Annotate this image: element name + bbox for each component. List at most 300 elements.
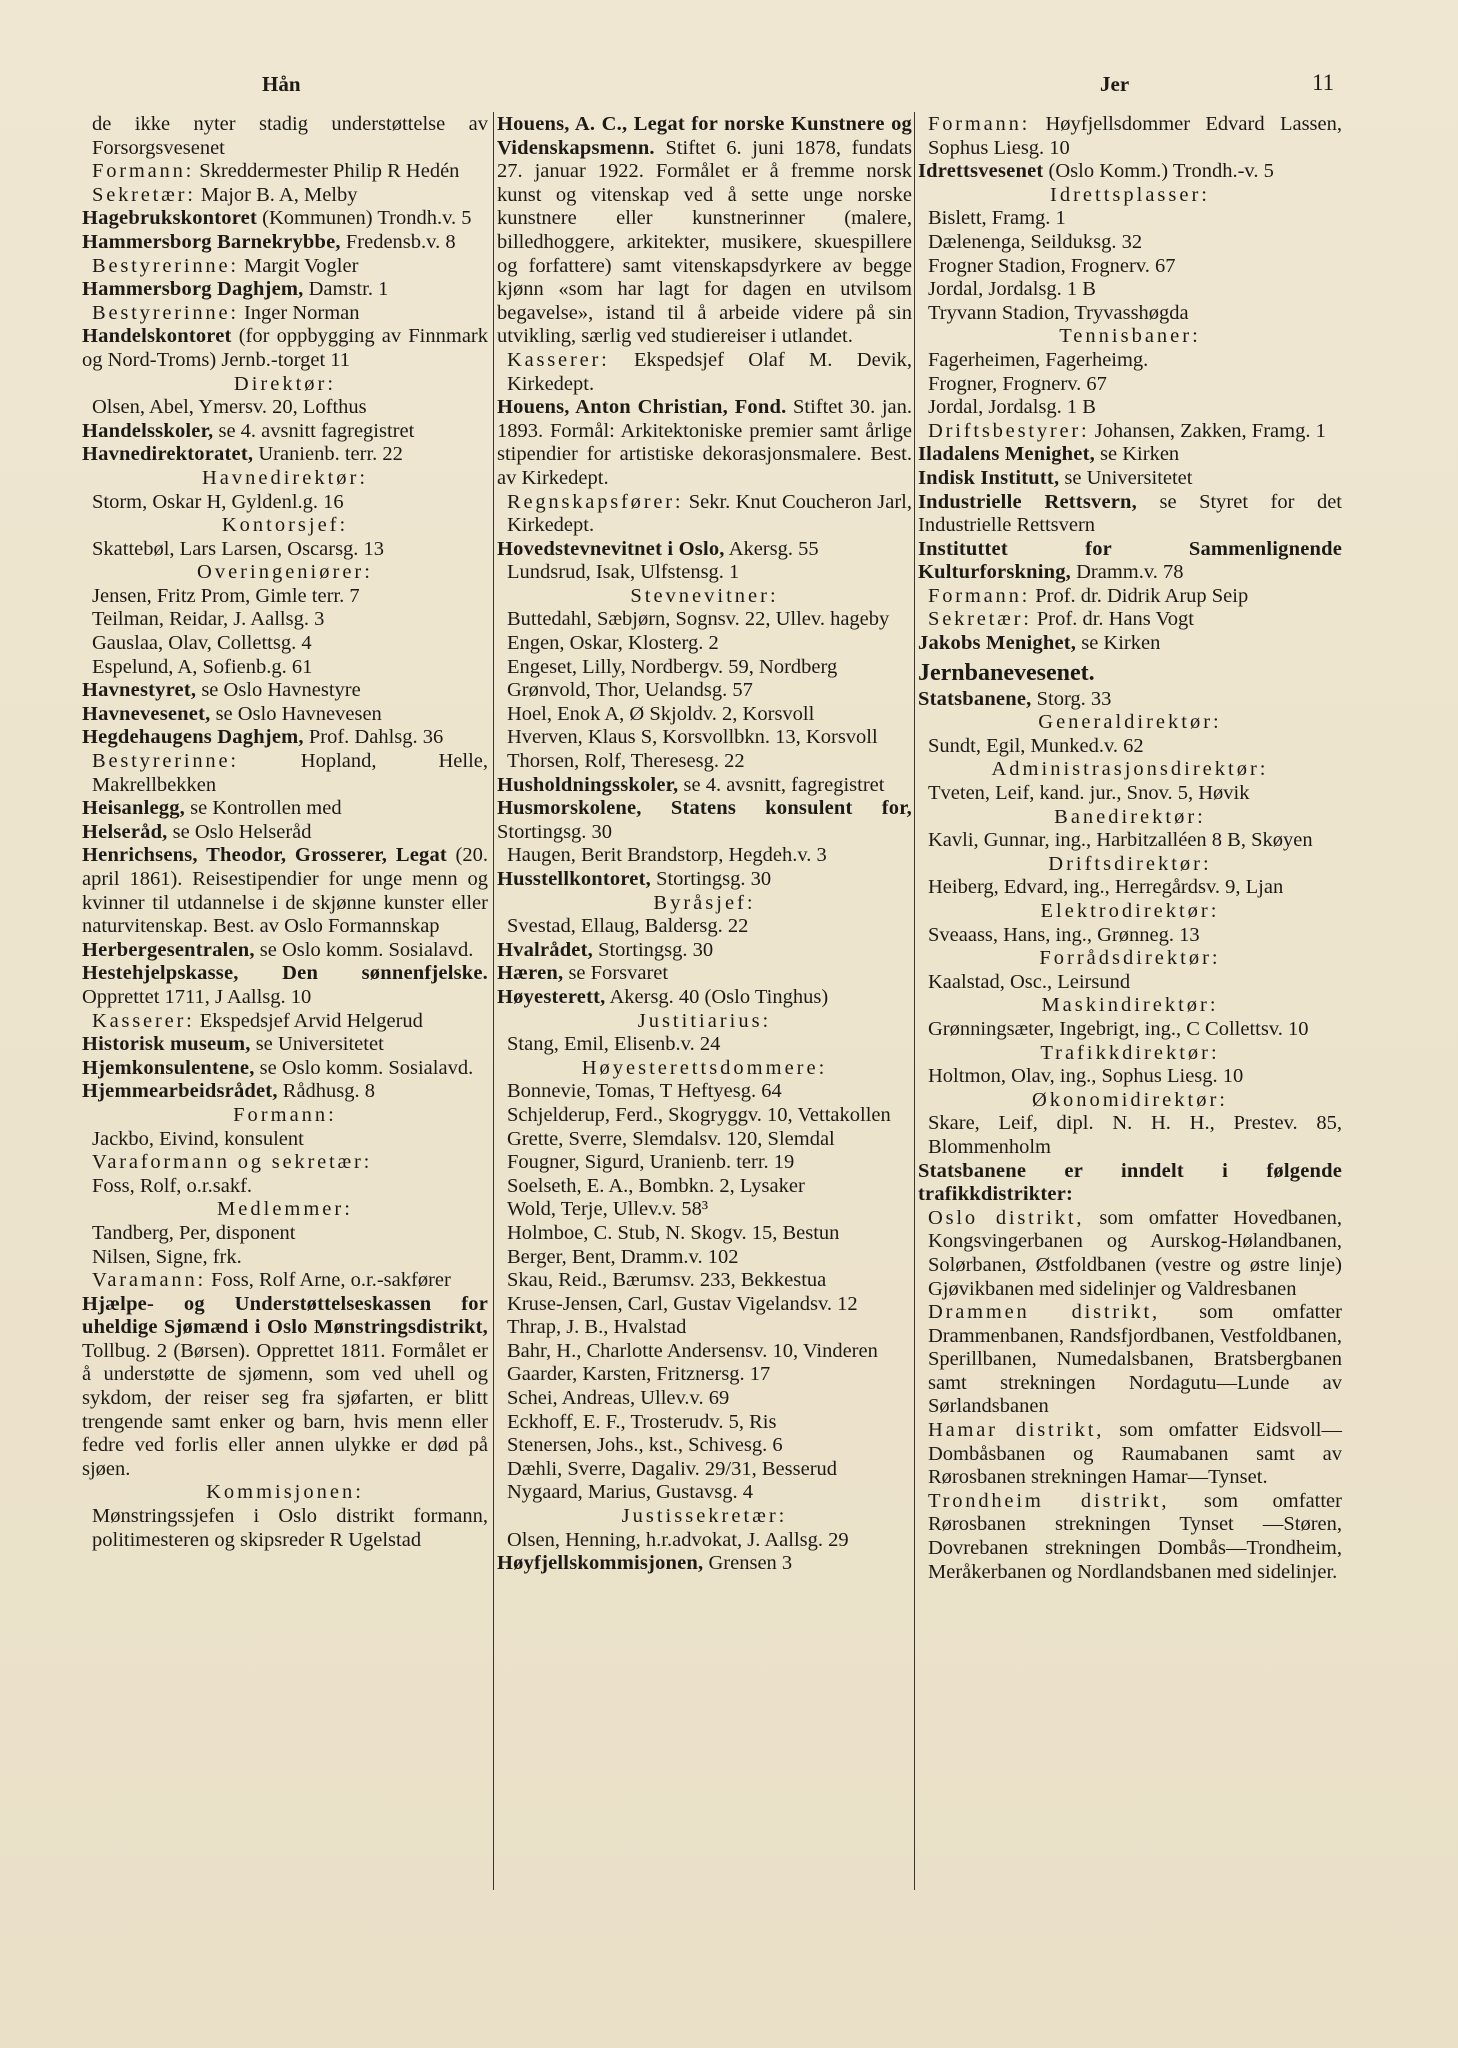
entry-line xyxy=(497,915,912,939)
entry-text: Grensen 3 xyxy=(703,1552,793,1575)
entry-text: Fagerheimen, Fagerheimg. xyxy=(928,348,1149,371)
entry-text: Schjelderup, Ferd., Skogryggv. 10, Vettakollen xyxy=(507,1103,891,1126)
entry-text: Prof. dr. Hans Vogt xyxy=(1031,608,1194,631)
entry-line xyxy=(82,1175,488,1199)
entry-line xyxy=(497,1246,912,1270)
entry-text: som omfatter Drammenbanen, Randsfjordbanen, Vestfoldbanen, Sperillbanen, Numedalsbanen, Bratsbergbanen samt strekningen Nordagutu—Lunde av Sørlandsbanen xyxy=(928,1301,1342,1418)
entry-line xyxy=(497,1387,912,1411)
entry-heading: Hestehjelpskasse, Den sønnenfjelske. xyxy=(82,962,488,985)
entry-text: Stortingsg. 30 xyxy=(497,820,613,843)
entry-line xyxy=(82,750,488,797)
entry-text: som omfatter Hovedbanen, Kongsvingerbanen og Aurskog-Hølandbanen, Solørbanen, Østfoldbanen (vestre og østre linje) Gjøvikbanen med sidelinjer og Valdresbanen xyxy=(928,1206,1343,1300)
entry-text: Wold, Terje, Ullev.v. 58³ xyxy=(507,1198,708,1221)
directory-entry xyxy=(82,1057,488,1081)
entry-line xyxy=(497,1434,912,1458)
entry-line xyxy=(918,373,1342,397)
entry-text: se Oslo komm. Sosialavd. xyxy=(254,1056,474,1079)
entry-heading: Hæren, xyxy=(497,962,564,985)
subheading: Forrådsdirektør: xyxy=(1039,947,1221,970)
entry-line xyxy=(497,750,912,774)
entry-heading: Houens, A. C., Legat for norske Kunstnere og Videnskapsmenn. xyxy=(497,113,912,159)
entry-line xyxy=(918,735,1342,759)
entry-line xyxy=(497,349,912,396)
entry-text: Bonnevie, Tomas, T Heftyesg. 64 xyxy=(507,1080,782,1103)
entry-text: Buttedahl, Sæbjørn, Sognsv. 22, Ullev. hageby xyxy=(507,608,890,631)
entry-line xyxy=(918,782,1342,806)
entry-line xyxy=(497,726,912,750)
entry-text: se 4. avsnitt, fagregistret xyxy=(678,773,885,796)
entry-heading: Havnestyret, xyxy=(82,679,197,702)
directory-entry xyxy=(82,726,488,750)
entry-heading: Historisk museum, xyxy=(82,1033,251,1056)
subheading: Havnedirektør: xyxy=(201,466,369,489)
entry-text: Rådhusg. 8 xyxy=(277,1080,376,1103)
entry-text: Margit Vogler xyxy=(238,254,359,277)
entry-text: Grønvold, Thor, Uelandsg. 57 xyxy=(507,679,753,702)
role-label: Trondheim distrikt, xyxy=(928,1489,1170,1512)
entry-heading: Hegdehaugens Daghjem, xyxy=(82,726,304,749)
directory-entry xyxy=(82,679,488,703)
entry-line xyxy=(82,160,488,184)
entry-line xyxy=(497,561,912,585)
entry-text: Grette, Sverre, Slemdalsv. 120, Slemdal xyxy=(507,1127,835,1150)
entry-line xyxy=(497,1198,912,1222)
entry-text: Soelseth, E. A., Bombkn. 2, Lysaker xyxy=(507,1174,805,1197)
entry-line xyxy=(497,1151,912,1175)
entry-text: Skreddermester Philip R Hedén xyxy=(194,160,460,183)
entry-heading: Iladalens Menighet, xyxy=(918,443,1095,466)
entry-text: Tandberg, Per, disponent xyxy=(92,1221,296,1244)
directory-entry xyxy=(82,797,488,821)
entry-line xyxy=(82,302,488,326)
entry-text: Storg. 33 xyxy=(1031,687,1112,710)
entry-text: Akersg. 40 (Oslo Tinghus) xyxy=(605,985,829,1008)
subheading: Trafikkdirektør: xyxy=(1040,1041,1220,1064)
entry-line xyxy=(918,829,1342,853)
subheading: Administrasjonsdirektør: xyxy=(991,758,1269,781)
entry-line xyxy=(918,278,1342,302)
entry-heading: Handelskontoret xyxy=(82,325,232,348)
entry-line xyxy=(82,255,488,279)
directory-entry xyxy=(918,443,1342,467)
entry-heading: Statsbanene, xyxy=(918,687,1032,710)
entry-line xyxy=(497,491,912,538)
entry-line xyxy=(497,1269,912,1293)
entry-text: Jensen, Fritz Prom, Gimle terr. 7 xyxy=(92,584,360,607)
entry-text: Tveten, Leif, kand. jur., Snov. 5, Høvik xyxy=(928,782,1250,805)
entry-text: Ekspedsjef Arvid Helgerud xyxy=(194,1009,423,1032)
column-divider xyxy=(914,112,915,1890)
entry-heading: Hjælpe- og Understøttelseskassen for uheldige Sjømænd i Oslo Mønstringsdistrikt, xyxy=(82,1292,488,1339)
entry-text: Høyfjellsdommer Edvard Lassen, Sophus Liesg. 10 xyxy=(928,113,1342,159)
directory-entry xyxy=(497,1552,912,1576)
entry-text: Mønstringssjefen i Oslo distrikt formann, politimesteren og skipsreder R Ugelstad xyxy=(92,1505,488,1551)
entry-text: Skattebøl, Lars Larsen, Oscarsg. 13 xyxy=(92,537,385,560)
entry-text: Opprettet 1711, J Aallsg. 10 xyxy=(82,985,312,1008)
entry-line xyxy=(82,491,488,515)
entry-text: se 4. avsnitt fagregistret xyxy=(213,419,415,442)
entry-text: Jordal, Jordalsg. 1 B xyxy=(928,278,1096,301)
entry-line xyxy=(497,844,912,868)
entry-heading: Heisanlegg, xyxy=(82,797,185,820)
subheading: Medlemmer: xyxy=(217,1198,353,1221)
directory-entry xyxy=(497,986,912,1010)
entry-text: Johansen, Zakken, Framg. 1 xyxy=(1089,419,1326,442)
subheading: Økonomidirektør: xyxy=(1031,1088,1229,1111)
entry-text: Schei, Andreas, Ullev.v. 69 xyxy=(507,1387,730,1410)
entry-line xyxy=(497,1411,912,1435)
entry-text: (Kommunen) Trondh.v. 5 xyxy=(257,207,472,230)
directory-entry xyxy=(497,113,912,349)
running-head xyxy=(0,66,1458,100)
entry-text: Prof. dr. Didrik Arup Seip xyxy=(1030,584,1249,607)
subheading: Justitiarius: xyxy=(637,1009,772,1032)
header-left-guideword: Hån xyxy=(262,72,301,96)
entry-text: Jackbo, Eivind, konsulent xyxy=(92,1127,304,1150)
entry-line xyxy=(82,1222,488,1246)
entry-heading: Havnedirektoratet, xyxy=(82,443,254,466)
entry-heading: Helseråd, xyxy=(82,820,168,843)
header-right-guideword: Jer xyxy=(1100,72,1130,96)
directory-entry xyxy=(497,939,912,963)
entry-line xyxy=(918,1207,1342,1301)
entry-line xyxy=(82,1010,488,1034)
entry-text: se Universitetet xyxy=(1059,466,1193,489)
entry-line xyxy=(918,420,1342,444)
directory-entry xyxy=(82,1033,488,1057)
entry-heading: Hammersborg Barnekrybbe, xyxy=(82,230,341,253)
entry-text: Olsen, Henning, h.r.advokat, J. Aallsg. 29 xyxy=(507,1528,849,1551)
entry-text: Sekr. Knut Coucheron Jarl, Kirkedept. xyxy=(507,490,912,537)
subheading: Formann: xyxy=(233,1103,337,1126)
entry-text: se Kirken xyxy=(1094,443,1180,466)
entry-text: Nygaard, Marius, Gustavsg. 4 xyxy=(507,1481,753,1504)
entry-text: Thorsen, Rolf, Theresesg. 22 xyxy=(507,750,745,773)
entry-heading: Henrichsens, Theodor, Grosserer, Legat xyxy=(82,844,447,867)
entry-line xyxy=(82,1128,488,1152)
entry-line xyxy=(497,1080,912,1104)
directory-entry xyxy=(82,443,488,467)
entry-text: Engeset, Lilly, Nordbergv. 59, Nordberg xyxy=(507,655,838,678)
entry-text: (Oslo Komm.) Trondh.-v. 5 xyxy=(1043,160,1274,183)
role-label: Sekretær: xyxy=(92,183,196,206)
entry-text: Kavli, Gunnar, ing., Harbitzalléen 8 B, Skøyen xyxy=(928,829,1313,852)
entry-line xyxy=(82,585,488,609)
subheading: Stevnevitner: xyxy=(630,584,779,607)
entry-line xyxy=(82,538,488,562)
entry-line xyxy=(82,113,488,160)
subheading: Kommisjonen: xyxy=(206,1481,364,1504)
directory-entry xyxy=(82,962,488,1009)
directory-entry xyxy=(82,844,488,938)
entry-text: Olsen, Abel, Ymersv. 20, Lofthus xyxy=(92,396,367,419)
entry-text: Tollbug. 2 (Børsen). Opprettet 1811. Formålet er å understøtte de sjømenn, som ved uhell og sykdom, der reiser seg fra sjøfarten, er blitt trengende samt enker og barn, hvis menn eller fedre ved forlis eller annen ulykke er død på sjøen. xyxy=(82,1339,488,1480)
entry-text: se Oslo komm. Sosialavd. xyxy=(254,938,474,961)
entry-heading: Havnevesenet, xyxy=(82,702,211,725)
entry-line xyxy=(497,1340,912,1364)
directory-entry xyxy=(918,1160,1342,1207)
entry-text: Jordal, Jordalsg. 1 B xyxy=(928,396,1096,419)
entry-line xyxy=(918,349,1342,373)
entry-heading: Hagebrukskontoret xyxy=(82,207,258,230)
entry-text: se Forsvaret xyxy=(563,962,669,985)
subheading: Maskindirektør: xyxy=(1041,994,1219,1017)
subheading: Overingeniører: xyxy=(197,561,373,584)
entry-line xyxy=(82,396,488,420)
entry-text: Sveaass, Hans, ing., Grønneg. 13 xyxy=(928,923,1200,946)
entry-line xyxy=(82,1151,488,1175)
entry-heading: Hjemmearbeidsrådet, xyxy=(82,1080,278,1103)
role-label: Bestyrerinne: xyxy=(92,254,239,277)
entry-line xyxy=(497,1529,912,1553)
entry-text: se Kirken xyxy=(1076,632,1161,655)
role-label: Regnskapsfører: xyxy=(507,490,684,513)
directory-entry xyxy=(918,688,1342,712)
column-divider xyxy=(493,112,494,1890)
column-right xyxy=(918,113,1342,1584)
entry-text: se Styret for det Industrielle Rettsvern xyxy=(918,490,1342,537)
entry-text: Hopland, Helle, Makrellbekken xyxy=(92,750,488,796)
subheading: Direktør: xyxy=(233,372,337,395)
role-label: Varaformann og sekretær: xyxy=(92,1151,373,1174)
directory-entry xyxy=(82,231,488,255)
entry-text: Engen, Oskar, Klosterg. 2 xyxy=(507,632,719,655)
entry-text: Major B. A, Melby xyxy=(195,183,358,206)
entry-text: Frogner, Frognerv. 67 xyxy=(928,372,1107,395)
entry-text: Tryvann Stadion, Tryvasshøgda xyxy=(928,301,1189,324)
subheading: Generaldirektør: xyxy=(1038,711,1222,734)
entry-heading: Industrielle Rettsvern, xyxy=(918,490,1137,513)
directory-entry xyxy=(497,797,912,844)
subheading: Høyesterettsdommere: xyxy=(581,1056,828,1079)
entry-line xyxy=(497,656,912,680)
entry-line xyxy=(497,1458,912,1482)
entry-line xyxy=(497,608,912,632)
entry-text: Foss, Rolf, o.r.sakf. xyxy=(92,1174,253,1197)
section-heading: Jernbanevesenet. xyxy=(918,659,1095,686)
entry-text: Hoel, Enok A, Ø Skjoldv. 2, Korsvoll xyxy=(507,702,815,725)
entry-heading: Hvalrådet, xyxy=(497,938,593,961)
entry-line xyxy=(918,924,1342,948)
entry-heading: Handelsskoler, xyxy=(82,419,214,442)
entry-text: Svestad, Ellaug, Baldersg. 22 xyxy=(507,915,749,938)
entry-line xyxy=(918,255,1342,279)
entry-text: Dæhli, Sverre, Dagaliv. 29/31, Besserud xyxy=(507,1457,838,1480)
entry-line xyxy=(82,608,488,632)
entry-line xyxy=(918,1065,1342,1089)
entry-text: Stenersen, Johs., kst., Schivesg. 6 xyxy=(507,1434,783,1457)
directory-entry xyxy=(82,821,488,845)
entry-text: Gaarder, Karsten, Fritznersg. 17 xyxy=(507,1363,771,1386)
subheading: Tennisbaner: xyxy=(1059,325,1201,348)
entry-line xyxy=(497,703,912,727)
subheading: Banedirektør: xyxy=(1054,805,1206,828)
entry-text: Haugen, Berit Brandstorp, Hegdeh.v. 3 xyxy=(507,844,827,867)
entry-line xyxy=(82,632,488,656)
entry-text: (for oppbygging av Finnmark og Nord-Troms) Jernb.-torget 11 xyxy=(82,325,488,371)
entry-text: Kruse-Jensen, Carl, Gustav Vigelandsv. 12 xyxy=(507,1292,858,1315)
entry-line xyxy=(82,656,488,680)
entry-line xyxy=(82,1269,488,1293)
entry-heading: Statsbanene er inndelt i følgende trafikkdistrikter: xyxy=(918,1159,1342,1206)
entry-line xyxy=(918,876,1342,900)
subheading: Driftsdirektør: xyxy=(1048,852,1212,875)
directory-entry xyxy=(82,1293,488,1482)
entry-text: Stortingsg. 30 xyxy=(650,868,772,890)
directory-entry xyxy=(497,868,912,892)
entry-heading: Instituttet for Sammenlignende Kulturforskning, xyxy=(918,537,1342,584)
column-middle xyxy=(497,113,912,1576)
directory-entry xyxy=(918,160,1342,184)
entry-line xyxy=(497,1316,912,1340)
entry-line xyxy=(918,207,1342,231)
directory-entry xyxy=(497,962,912,986)
directory-entry xyxy=(82,703,488,727)
entry-line xyxy=(918,1419,1342,1490)
role-label: Sekretær: xyxy=(928,608,1032,631)
entry-line xyxy=(497,1175,912,1199)
entry-heading: Houens, Anton Christian, Fond. xyxy=(497,396,787,419)
entry-line xyxy=(918,585,1342,609)
entry-text: Fougner, Sigurd, Uranienb. terr. 19 xyxy=(507,1151,795,1174)
entry-line xyxy=(918,1018,1342,1042)
entry-text: Heiberg, Edvard, ing., Herregårdsv. 9, Ljan xyxy=(928,876,1284,899)
directory-entry xyxy=(82,325,488,372)
entry-text: Stiftet 30. jan. 1893. Formål: Arkitektoniske premier samt årlige stipendier for artistiske dekorasjonsmalere. Best. av Kirkedept. xyxy=(497,396,913,489)
entry-text: Thrap, J. B., Hvalstad xyxy=(507,1316,687,1339)
role-label: Hamar distrikt, xyxy=(928,1419,1105,1442)
entry-heading: Høyesterett, xyxy=(497,985,606,1008)
entry-heading: Jakobs Menighet, xyxy=(918,632,1077,655)
entry-text: Ekspedsjef Olaf M. Devik, Kirkedept. xyxy=(507,348,912,395)
directory-entry xyxy=(82,939,488,963)
entry-text: Fredensb.v. 8 xyxy=(340,230,456,253)
entry-line xyxy=(497,1293,912,1317)
entry-heading: Hammersborg Daghjem, xyxy=(82,278,304,301)
entry-heading: Herbergesentralen, xyxy=(82,938,255,961)
entry-text: se Kontrollen med xyxy=(185,797,342,820)
entry-line xyxy=(918,302,1342,326)
entry-text: Kaalstad, Osc., Leirsund xyxy=(928,970,1131,993)
entry-text: Foss, Rolf Arne, o.r.-sakfører xyxy=(206,1269,451,1292)
directory-entry xyxy=(82,278,488,302)
entry-text: Akersg. 55 xyxy=(724,537,819,560)
entry-text: Inger Norman xyxy=(238,301,360,324)
entry-text: Eckhoff, E. F., Trosterudv. 5, Ris xyxy=(507,1410,777,1433)
entry-text: som omfatter Eidsvoll—Dombåsbanen og Raumabanen samt av Rørosbanen strekningen Hamar—Tynset. xyxy=(928,1419,1342,1489)
entry-text: Lundsrud, Isak, Ulfstensg. 1 xyxy=(507,561,740,584)
entry-text: (20. april 1861). Reisestipendier for unge menn og kvinner til utdannelse i de skjønne kunster eller naturvitenskap. Best. av Oslo Formannskap xyxy=(82,844,489,938)
role-label: Bestyrerinne: xyxy=(92,750,239,773)
role-label: Bestyrerinne: xyxy=(92,301,239,324)
directory-entry xyxy=(497,396,912,490)
entry-line xyxy=(918,113,1342,160)
entry-line xyxy=(497,679,912,703)
entry-heading: Husholdningsskoler, xyxy=(497,773,679,796)
subheading: Byråsjef: xyxy=(653,891,756,914)
entry-text: Damstr. 1 xyxy=(303,278,389,301)
entry-heading: Hjemkonsulentene, xyxy=(82,1056,255,1079)
directory-entry xyxy=(918,491,1342,538)
entry-line xyxy=(497,1033,912,1057)
entry-text: Stang, Emil, Elisenb.v. 24 xyxy=(507,1033,721,1056)
entry-text: Gauslaa, Olav, Collettsg. 4 xyxy=(92,632,312,655)
role-label: Formann: xyxy=(928,113,1031,135)
entry-line xyxy=(918,1112,1342,1159)
entry-line xyxy=(497,632,912,656)
entry-text: Berger, Bent, Dramm.v. 102 xyxy=(507,1245,739,1268)
entry-text: Holtmon, Olav, ing., Sophus Liesg. 10 xyxy=(928,1065,1244,1088)
entry-text: Frogner Stadion, Frognerv. 67 xyxy=(928,254,1176,277)
page-number: 11 xyxy=(1312,70,1335,95)
entry-text: se Universitetet xyxy=(250,1033,384,1056)
entry-text: Stiftet 6. juni 1878, fundats 27. januar 1922. Formålet er å fremme norsk kunst og vitenskap ved å sette unge norske kunstnere eller kunstnerinner (malere, billedhoggere, arkitekter, musikere, skuespillere og forfattere) samt vitenskapsdyrkere av begge kjønn «som har lagt for dagen en utvilsom begavelse», istand til å arbeide videre på sin utvikling, særlig ved studiereiser i utlandet. xyxy=(497,136,912,348)
directory-entry xyxy=(497,538,912,562)
entry-text: som omfatter Rørosbanen strekningen Tynset —Støren, Dovrebanen strekningen Dombås—Trondheim, Meråkerbanen og Nordlandsbanen med sidelinjer. xyxy=(928,1489,1342,1583)
entry-text: Skau, Reid., Bærumsv. 233, Bekkestua xyxy=(507,1269,827,1292)
entry-line xyxy=(918,1301,1342,1419)
entry-line xyxy=(497,1222,912,1246)
role-label: Oslo distrikt, xyxy=(928,1206,1085,1229)
entry-text: se Oslo Helseråd xyxy=(167,820,312,843)
entry-text: Prof. Dahlsg. 36 xyxy=(303,726,444,749)
entry-heading: Høyfjellskommisjonen, xyxy=(497,1552,704,1575)
entry-text: Uranienb. terr. 22 xyxy=(253,443,403,466)
entry-text: Dælenenga, Seilduksg. 32 xyxy=(928,230,1143,253)
entry-line xyxy=(918,1490,1342,1584)
entry-text: Skare, Leif, dipl. N. H. H., Prestev. 85, Blommenholm xyxy=(928,1112,1342,1158)
column-left xyxy=(82,113,488,1552)
entry-line xyxy=(918,608,1342,632)
entry-text: Sundt, Egil, Munked.v. 62 xyxy=(928,734,1144,757)
directory-entry xyxy=(497,774,912,798)
directory-entry xyxy=(918,538,1342,585)
entry-line xyxy=(82,1505,488,1552)
entry-heading: Hovedstevnevitnet i Oslo, xyxy=(497,537,725,560)
directory-entry xyxy=(82,420,488,444)
entry-heading: Husstellkontoret, xyxy=(497,868,651,890)
subheading: Justissekretær: xyxy=(621,1505,788,1528)
entry-text: Dramm.v. 78 xyxy=(1071,561,1184,584)
role-label: Driftsbestyrer: xyxy=(928,419,1090,442)
entry-text: Hverven, Klaus S, Korsvollbkn. 13, Korsvoll xyxy=(507,726,878,749)
entry-line xyxy=(497,1128,912,1152)
entry-text: de ikke nyter stadig understøttelse av Forsorgsvesenet xyxy=(92,113,488,159)
directory-entry xyxy=(918,467,1342,491)
entry-text: Espelund, A, Sofienb.g. 61 xyxy=(92,655,313,678)
entry-line xyxy=(918,231,1342,255)
entry-text: Nilsen, Signe, frk. xyxy=(92,1245,242,1268)
entry-text: Grønningsæter, Ingebrigt, ing., C Collettsv. 10 xyxy=(928,1017,1309,1040)
entry-text: Storm, Oskar H, Gyldenl.g. 16 xyxy=(92,490,344,513)
directory-entry xyxy=(82,1080,488,1104)
entry-text: Holmboe, C. Stub, N. Skogv. 15, Bestun xyxy=(507,1221,840,1244)
entry-line xyxy=(82,1246,488,1270)
role-label: Formann: xyxy=(92,160,195,183)
entry-line xyxy=(497,1363,912,1387)
role-label: Drammen distrikt, xyxy=(928,1301,1160,1324)
entry-line xyxy=(497,1481,912,1505)
entry-heading: Idrettsvesenet xyxy=(918,160,1044,183)
directory-entry xyxy=(918,632,1342,656)
entry-line xyxy=(918,396,1342,420)
role-label: Kasserer: xyxy=(92,1009,195,1032)
entry-text: Stortingsg. 30 xyxy=(592,938,714,961)
role-label: Varamann: xyxy=(92,1269,206,1292)
entry-text: se Oslo Havnevesen xyxy=(210,702,382,725)
role-label: Kasserer: xyxy=(507,348,610,371)
entry-text: Teilman, Reidar, J. Aallsg. 3 xyxy=(92,608,325,631)
